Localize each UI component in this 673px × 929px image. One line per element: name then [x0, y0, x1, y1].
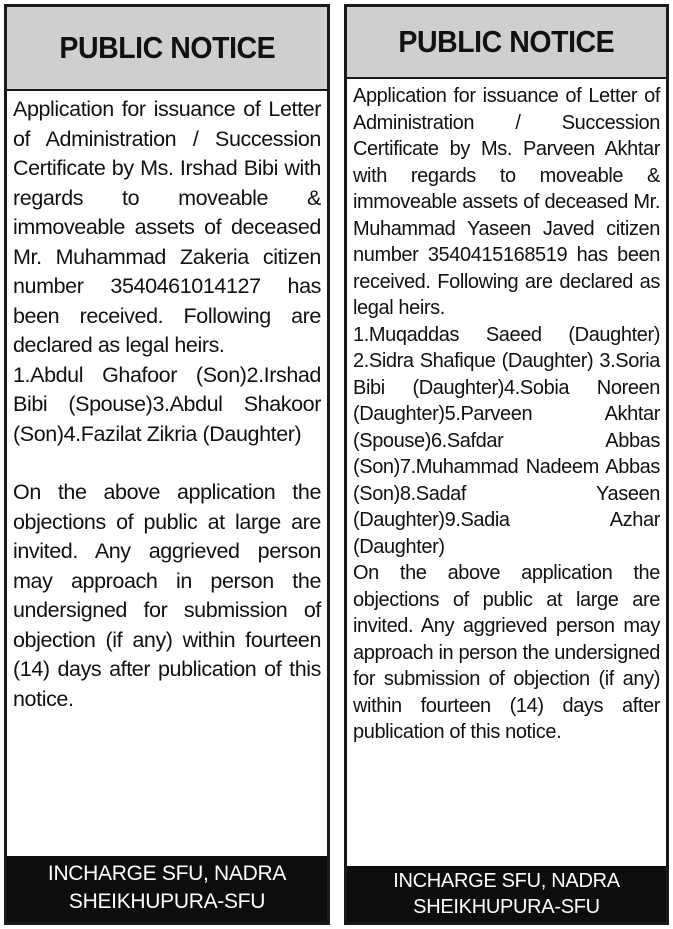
notice-body: [7, 91, 327, 856]
footer-office: INCHARGE SFU, NADRA: [393, 870, 620, 892]
notice-title: PUBLIC NOTICE: [398, 24, 615, 59]
public-notice-right: [344, 4, 669, 925]
notice-header: [347, 7, 666, 79]
application-paragraph: Application for issuance of Letter of Administration / Succession Certificate by Ms. Parveen Akhtar with regards to moveable & immoveable assets of deceased Mr. Muhammad Yaseen Javed citizen number 3540415168519 has been received. Following are declared as legal heirs.: [353, 85, 660, 319]
footer-location: SHEIKHUPURA-SFU: [68, 890, 266, 913]
application-paragraph: Application for issuance of Letter of Administration / Succession Certificate by Ms. Irshad Bibi with regards to moveable & immoveable assets of deceased Mr. Muhammad Zakeria citizen number 3540461014127 has been received. Following are declared as legal heirs.: [13, 97, 321, 357]
objections-paragraph: On the above application the objections of public at large are invited. Any aggrieved person may approach in person the undersigned for submission of objection (if any) within fourteen (14) days after publication of this notice.: [353, 562, 660, 743]
notice-header: [7, 7, 327, 91]
notice-body: [347, 79, 666, 866]
heirs-paragraph: 1.Abdul Ghafoor (Son)2.Irshad Bibi (Spouse)3.Abdul Shakoor (Son)4.Fazilat Zikria (Daughter): [13, 362, 321, 446]
notice-footer: [7, 856, 327, 922]
footer-office: INCHARGE SFU, NADRA: [47, 862, 287, 885]
heirs-paragraph: 1.Muqaddas Saeed (Daughter) 2.Sidra Shafique (Daughter) 3.Soria Bibi (Daughter)4.Sobia Noreen (Daughter)5.Parveen Akhtar (Spouse)6.Safdar Abbas (Son)7.Muhammad Nadeem Abbas (Son)8.Sadaf Yaseen (Daughter)9.Sadia Azhar (Daughter): [353, 323, 660, 558]
objections-paragraph: On the above application the objections of public at large are invited. Any aggrieved person may approach in person the undersigned for submission of objection (if any) within fourteen (14) days after publication of this notice.: [13, 480, 321, 711]
paragraph-gap: [13, 449, 321, 478]
notice-footer: [347, 866, 666, 922]
notice-title: PUBLIC NOTICE: [59, 30, 275, 65]
public-notice-left: [4, 4, 330, 925]
footer-location: SHEIKHUPURA-SFU: [413, 896, 600, 918]
